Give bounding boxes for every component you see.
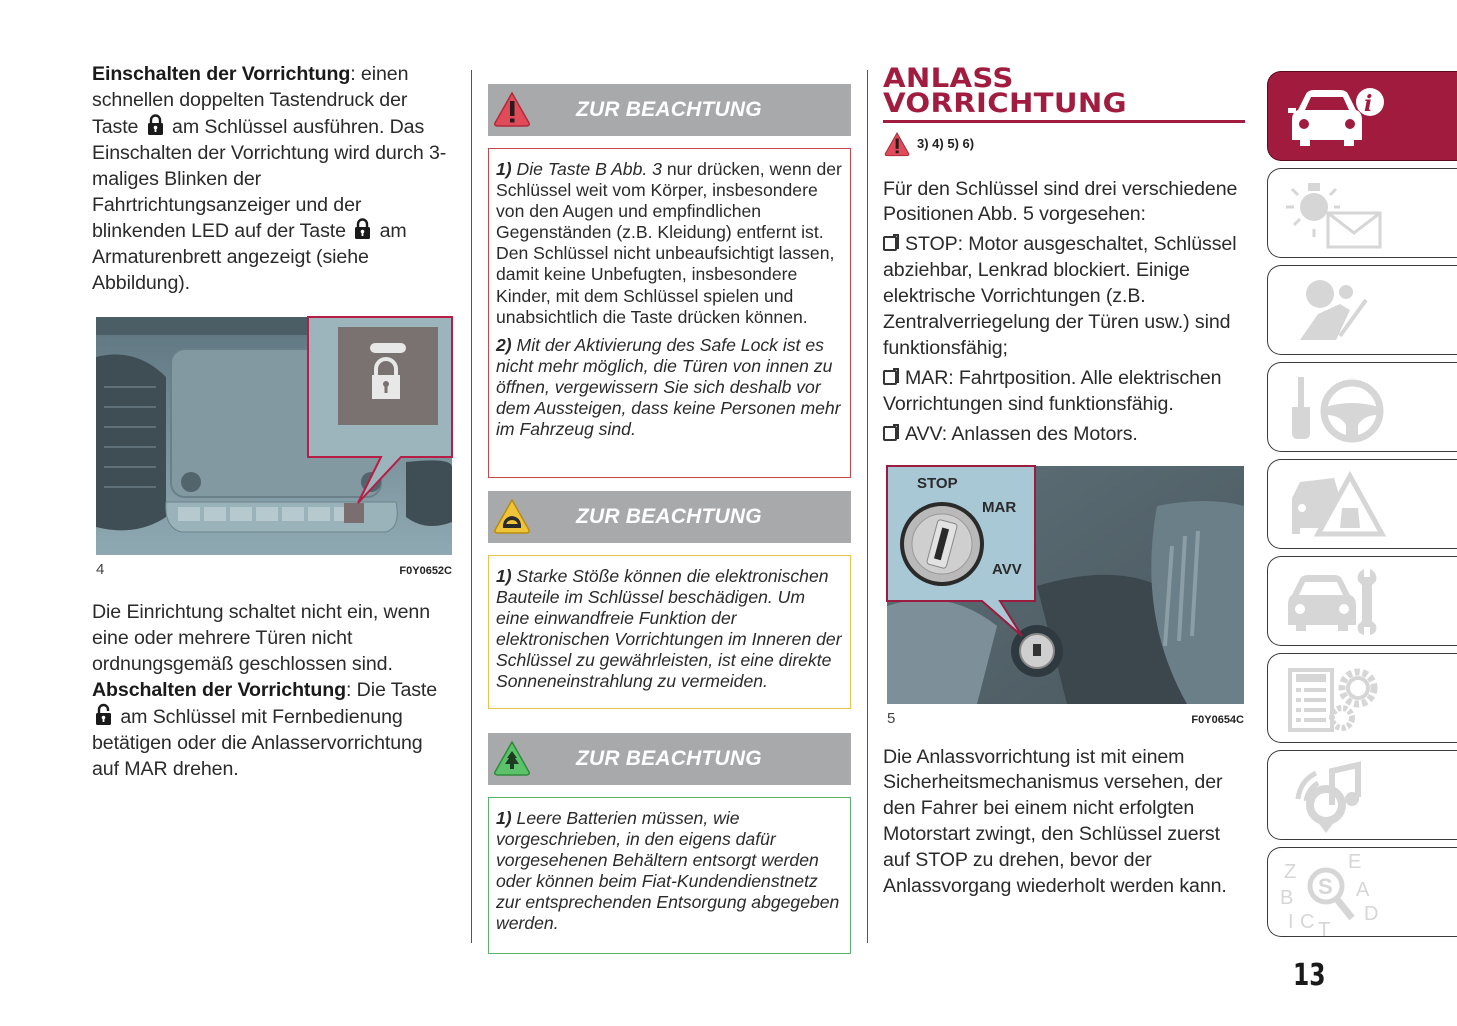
car-caution-triangle-icon <box>492 497 532 535</box>
index-search-icon <box>1278 851 1388 941</box>
lock-open-icon <box>95 704 112 726</box>
warning-light-message-icon <box>1278 177 1388 249</box>
environment-tree-triangle-icon <box>492 739 532 777</box>
danger-triangle-icon <box>492 90 532 128</box>
item-number: 1) <box>496 808 512 828</box>
sidebar-tab-emergency[interactable] <box>1267 459 1457 549</box>
warning-item <box>496 566 843 693</box>
checkbox-bullet-icon <box>883 370 897 385</box>
figure-4 <box>96 317 452 578</box>
car-wrench-icon <box>1278 565 1388 637</box>
warning-item <box>496 808 843 935</box>
text: am Armaturenbrett angezeigt (siehe Abbildung). <box>92 220 407 295</box>
reference-numbers: 3) 4) 5) 6) <box>917 136 975 151</box>
label-avv: AVV <box>992 560 1022 578</box>
title-underline <box>883 120 1245 123</box>
figure-5 <box>887 466 1244 727</box>
warning-title: ZUR BEACHTUNG <box>576 98 762 121</box>
warning-title: ZUR BEACHTUNG <box>576 747 762 770</box>
svg-text:A: A <box>1356 879 1370 901</box>
paragraph-einschalten <box>92 62 454 297</box>
warning-box-danger <box>488 148 851 478</box>
text: am Schlüssel ausführen. Das Einschalten der Vorrichtung wird durch 3-maliges Blinken der Fahrtrichtungsanzeiger und der blinkenden LED auf der Taste <box>92 115 447 243</box>
svg-text:i: i <box>1364 91 1373 117</box>
ignition-photo <box>887 466 1244 704</box>
svg-text:I: I <box>1288 911 1294 933</box>
column-divider <box>867 70 868 943</box>
bullet-item <box>883 422 1245 448</box>
item-italic: Starke Stöße können die elektronischen Bauteile im Schlüssel beschädigen. Um eine einwandfreie Funktion der elektronischen Vorrichtungen im Inneren der Schlüssel zu gewährleisten, ist eine direkte Sonneneinstrahlung zu vermeiden. <box>496 566 842 692</box>
svg-text:B: B <box>1280 887 1294 909</box>
sidebar-tab-safety[interactable] <box>1267 265 1457 355</box>
sidebar-tab-starting-driving[interactable] <box>1267 362 1457 452</box>
column-1 <box>92 62 454 783</box>
svg-text:C: C <box>1300 911 1315 933</box>
car-emergency-triangle-icon <box>1278 468 1388 540</box>
paragraph-doors-note: Die Einrichtung schaltet nicht ein, wenn eine oder mehrere Türen nicht ordnungsgemäß geschlossen sind. <box>92 601 430 675</box>
item-number: 2) <box>496 334 512 355</box>
section-title <box>883 63 1274 119</box>
item-italic: Mit der Aktivierung des Safe Lock ist es nicht mehr möglich, die Türen von innen zu öffnen, vergewissern Sie sich deshalb vor dem Aussteigen, dass keine Personen mehr im Fahrzeug sind. <box>496 334 841 440</box>
lock-closed-icon <box>147 114 164 136</box>
item-italic: Leere Batterien müssen, wie vorgeschrieben, in den eigens dafür vorgesehenen Behältern entsorgt werden oder können beim Fiat-Kundendienstnetz zur entsprechenden Entsorgung abgegeben werden. <box>496 808 840 934</box>
title-line: VORRICHTUNG <box>883 88 1127 119</box>
warning-header-danger <box>488 84 851 136</box>
warning-box-caution <box>488 555 851 709</box>
airbag-seatbelt-icon <box>1278 274 1388 346</box>
figure-number: 4 <box>96 561 105 579</box>
warning-title: ZUR BEACHTUNG <box>576 505 762 528</box>
svg-text:E: E <box>1348 851 1362 873</box>
column-3 <box>883 63 1245 900</box>
text: am Schlüssel mit Fernbedienung betätigen oder die Anlasservorrichtung auf MAR drehen. <box>92 705 423 780</box>
svg-text:S: S <box>1318 874 1333 899</box>
warning-header-environment <box>488 733 851 785</box>
label-mar: MAR <box>982 498 1017 516</box>
figure-code: F0Y0654C <box>1191 713 1244 726</box>
svg-text:D: D <box>1364 903 1379 925</box>
key-steering-wheel-icon <box>1278 371 1388 443</box>
bullet-item <box>883 232 1245 362</box>
paragraph-intro: Für den Schlüssel sind drei verschiedene Positionen Abb. 5 vorgesehen: <box>883 177 1238 226</box>
title-line: ANLASS <box>883 63 1014 94</box>
warning-item <box>496 335 843 440</box>
item-number: 1) <box>496 159 512 179</box>
column-2 <box>488 84 851 954</box>
multimedia-music-icon <box>1278 759 1388 831</box>
sidebar-tab-warning-lights[interactable] <box>1267 168 1457 258</box>
warning-box-environment <box>488 797 851 954</box>
column-divider <box>471 70 472 943</box>
danger-triangle-icon <box>883 131 911 157</box>
paragraph-safety-mechanism: Die Anlassvorrichtung ist mit einem Sicherheitsmechanismus versehen, der den Fahrer bei einem nicht erfolgten Motorstart zwingt, den Schlüssel zuerst auf STOP zu drehen, bevor der Anlassvorgang wiederholt werden kann. <box>883 745 1227 898</box>
label-stop: STOP <box>917 474 958 492</box>
car-info-icon <box>1278 80 1388 152</box>
svg-text:T: T <box>1318 919 1331 941</box>
bold-lead: Einschalten der Vorrichtung <box>92 63 351 85</box>
figure-number: 5 <box>887 709 896 727</box>
bullet-text: AVV: Anlassen des Motors. <box>905 422 1138 445</box>
figure-caption <box>887 710 1244 727</box>
item-number: 1) <box>496 566 512 586</box>
svg-text:Z: Z <box>1284 861 1297 883</box>
checkbox-bullet-icon <box>883 236 897 251</box>
sidebar-tab-index[interactable] <box>1267 847 1457 941</box>
dashboard-photo <box>96 317 452 555</box>
sidebar-tab-multimedia[interactable] <box>1267 750 1457 840</box>
text: : Die Taste <box>345 678 438 701</box>
bold-lead: Abschalten der Vorrichtung <box>92 678 346 701</box>
bullet-item <box>883 366 1245 418</box>
text: : einen schnellen doppelten Tastendruck der Taste <box>92 63 409 138</box>
figure-caption <box>96 561 452 578</box>
item-text: nur drücken, wenn der Schlüssel weit vom Körper, insbesondere von den Augen und empfindlichen Gegenständen (z.B. Kleidung) entfernt ist. Den Schlüssel nicht unbeaufsichtigt lassen, damit keine Unbefugten, insbesondere Kinder, mit dem Schlüssel spielen und unabsichtlich die Taste drücken können. <box>496 159 842 327</box>
specs-gears-icon <box>1278 662 1388 734</box>
sidebar-tab-car-info[interactable] <box>1267 71 1457 161</box>
figure-code: F0Y0652C <box>399 565 452 578</box>
item-italic: Die Taste B Abb. 3 <box>511 159 662 179</box>
warning-item <box>496 159 843 328</box>
paragraph-abschalten <box>92 678 454 783</box>
warning-header-caution <box>488 491 851 543</box>
lock-closed-icon <box>354 218 371 240</box>
sidebar-tab-specs[interactable] <box>1267 653 1457 743</box>
bullet-text: MAR: Fahrtposition. Alle elektrischen Vorrichtungen sind funktionsfähig. <box>883 366 1222 415</box>
page-number: 13 <box>1293 958 1326 993</box>
bullet-text: STOP: Motor ausgeschaltet, Schlüssel abziehbar, Lenkrad blockiert. Einige elektrische Vorrichtungen (z.B. Zentralverriegelung der Türen usw.) sind funktionsfähig; <box>883 233 1237 359</box>
warning-references <box>883 131 1245 157</box>
sidebar-tab-maintenance[interactable] <box>1267 556 1457 646</box>
checkbox-bullet-icon <box>883 426 897 441</box>
